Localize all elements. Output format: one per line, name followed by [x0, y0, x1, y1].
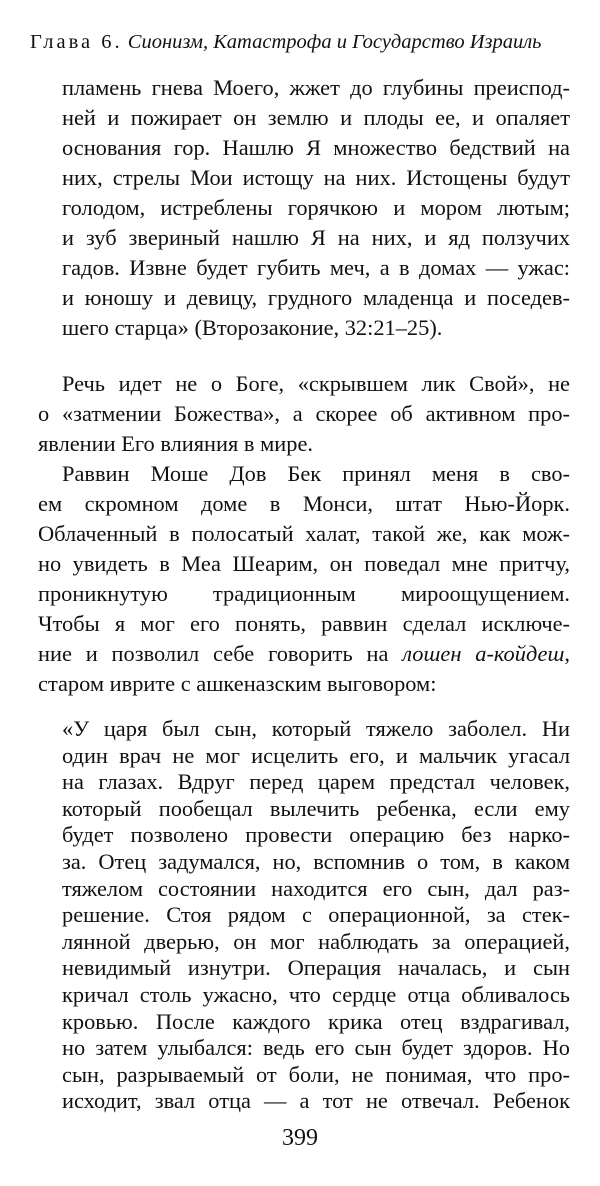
text-line: кровью. После каждого крика отец вздрагивал, [62, 1008, 570, 1034]
text-line: Чтобы я мог его понять, раввин сделал исключе- [38, 611, 570, 636]
text-line: ней и пожирает он землю и плоды ее, и опаляет [62, 105, 570, 130]
text-line: них, стрелы Мои истощу на них. Истощены будут [62, 165, 570, 190]
text-line: «У царя был сын, который тяжело заболел. Ни [62, 716, 570, 741]
text-line: проникнутую традиционным мироощущением. [38, 581, 570, 606]
italic-term: лошен а-койдеш [402, 641, 565, 666]
text-line: невидимый изнутри. Операция началась, и сын [62, 955, 570, 981]
text-line: один врач не мог исцелить его, и мальчик угасал [62, 742, 570, 768]
text-line: и юношу и девицу, грудного младенца и поседев- [62, 285, 570, 310]
text-line: на глазах. Вдруг перед царем предстал человек, [62, 769, 570, 795]
text-line: сын, разрываемый от боли, не понимая, что про- [62, 1061, 570, 1087]
text-line: голодом, истреблены горячкою и мором лютым; [62, 195, 570, 220]
text-line: Облаченный в полосатый халат, такой же, как мож- [38, 521, 570, 546]
text-line: кричал столь ужасно, что сердце отца обливалось [62, 982, 570, 1007]
text-line: и зуб звериный нашлю Я на них, и яд ползучих [62, 225, 570, 250]
text-line: гадов. Извне будет губить меч, а в домах — ужас: [62, 255, 570, 280]
text-line: за. Отец задумался, но, вспомнив о том, в каком [62, 849, 570, 874]
text-segment: ние и позволил себе говорить на [38, 641, 403, 666]
text-line: о «затмении Божества», а скорее об активном про- [38, 401, 570, 426]
text-line: лянной дверью, он мог наблюдать за операцией, [62, 928, 570, 954]
text-line: старом иврите с ашкеназским выговором: [38, 671, 437, 696]
text-line: но увидеть в Меа Шеарим, он поведал мне притчу, [38, 551, 570, 576]
text-line: который пообещал вылечить ребенка, если ему [62, 795, 570, 821]
text-line: основания гор. Нашлю Я множество бедствий на [62, 135, 570, 160]
text-line: решение. Стоя рядом с операционной, за стек- [62, 902, 570, 928]
text-line: явлении Его влияния в мире. [38, 431, 313, 456]
text-line: будет позволено провести операцию без нарко- [62, 822, 570, 848]
page-number: 399 [282, 1125, 318, 1151]
running-header [30, 28, 575, 56]
text-line [38, 639, 570, 669]
header-chapter: Глава 6. [30, 31, 123, 53]
text-line: но затем улыбался: ведь его сын будет здоров. Но [62, 1035, 570, 1061]
text-line: шего старца» (Второзаконие, 32:21–25). [62, 315, 443, 340]
text-line: тяжелом состоянии находится его сын, дал раз- [62, 875, 570, 901]
text-line: пламень гнева Моего, жжет до глубины преиспод- [62, 75, 570, 100]
text-line: исходит, звал отца — а тот не отвечал. Ребенок [62, 1088, 570, 1114]
text-line: ем скромном доме в Монси, штат Нью-Йорк. [38, 491, 570, 516]
header-title: Сионизм, Катастрофа и Государство Израиль [127, 31, 542, 53]
text-line: Речь идет не о Боге, «скрывшем лик Свой», не [62, 371, 570, 396]
text-line: Раввин Моше Дов Бек принял меня в сво- [62, 461, 570, 486]
text-segment: , [564, 641, 570, 666]
